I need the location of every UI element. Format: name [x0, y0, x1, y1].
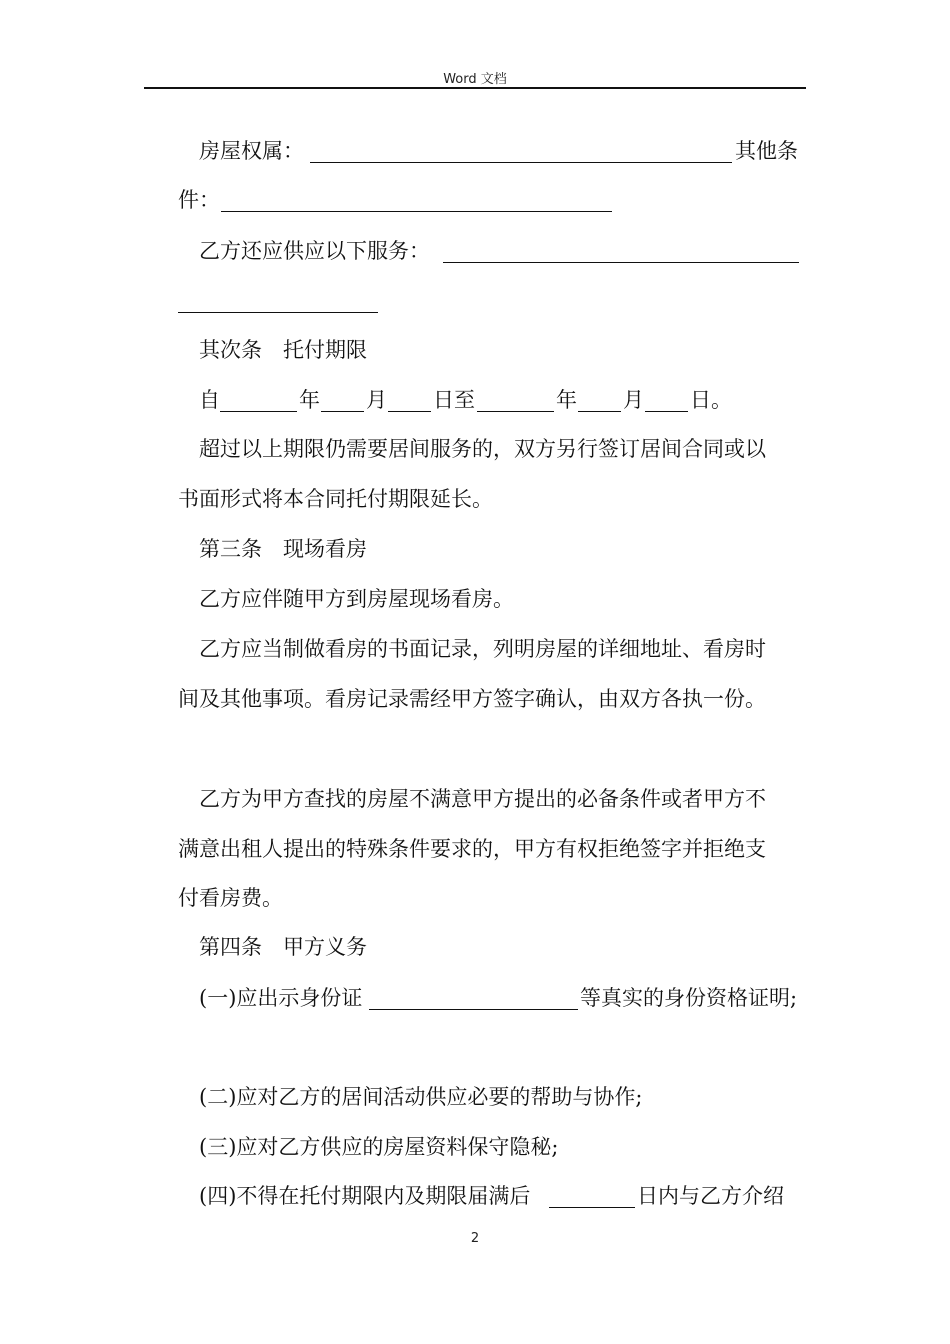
term-from: 自 — [199, 388, 220, 412]
ownership-blank — [310, 140, 732, 163]
conditions-label: 件： — [178, 188, 220, 212]
id-proof-label: (一)应出示身份证 — [199, 986, 363, 1010]
refusal-text-2: 满意出租人提出的特殊条件要求的，甲方有权拒绝签字并拒绝支 — [178, 837, 766, 861]
term-year-1: 年 — [299, 388, 320, 412]
article-4-title: 第四条 甲方义务 — [199, 935, 367, 959]
term-month-1: 月 — [366, 388, 387, 412]
services-blank — [443, 240, 799, 263]
other-conditions-label: 其他条 — [735, 139, 798, 163]
id-proof-blank — [369, 987, 578, 1010]
services-blank-cont — [178, 290, 378, 313]
record-text-2: 间及其他事项。看房记录需经甲方签字确认，由双方各执一份。 — [178, 687, 766, 711]
start-day-blank — [388, 389, 431, 412]
obligation-3: (三)应对乙方供应的房屋资料保守隐秘; — [199, 1135, 559, 1159]
start-month-blank — [321, 389, 364, 412]
end-year-blank — [477, 389, 554, 412]
days-blank — [549, 1185, 635, 1208]
term-day-to: 日至 — [433, 388, 475, 412]
conditions-blank — [221, 189, 612, 212]
header-rule — [144, 87, 806, 89]
services-label: 乙方还应供应以下服务： — [199, 239, 430, 263]
extension-text-1: 超过以上期限仍需要居间服务的，双方另行签订居间合同或以 — [199, 437, 766, 461]
header-title: Word 文档 — [443, 72, 507, 87]
obligation-4-rest: 日内与乙方介绍 — [637, 1184, 784, 1208]
record-text-1: 乙方应当制做看房的书面记录，列明房屋的详细地址、看房时 — [199, 637, 766, 661]
start-year-blank — [220, 389, 297, 412]
page-number: 2 — [470, 1231, 480, 1246]
article-2-title: 其次条 托付期限 — [199, 338, 367, 362]
extension-text-2: 书面形式将本合同托付期限延长。 — [178, 487, 493, 511]
refusal-text-3: 付看房费。 — [178, 886, 283, 910]
term-month-2: 月 — [623, 388, 644, 412]
article-3-title: 第三条 现场看房 — [199, 537, 367, 561]
obligation-2: (二)应对乙方的居间活动供应必要的帮助与协作; — [199, 1085, 643, 1109]
end-month-blank — [578, 389, 621, 412]
term-day-end: 日。 — [690, 388, 732, 412]
obligation-4-label: (四)不得在托付期限内及期限届满后 — [199, 1184, 531, 1208]
id-proof-rest: 等真实的身份资格证明; — [580, 986, 798, 1010]
term-year-2: 年 — [556, 388, 577, 412]
ownership-label: 房屋权属： — [199, 139, 304, 163]
viewing-text: 乙方应伴随甲方到房屋现场看房。 — [199, 587, 514, 611]
refusal-text-1: 乙方为甲方查找的房屋不满意甲方提出的必备条件或者甲方不 — [199, 787, 766, 811]
end-day-blank — [645, 389, 688, 412]
